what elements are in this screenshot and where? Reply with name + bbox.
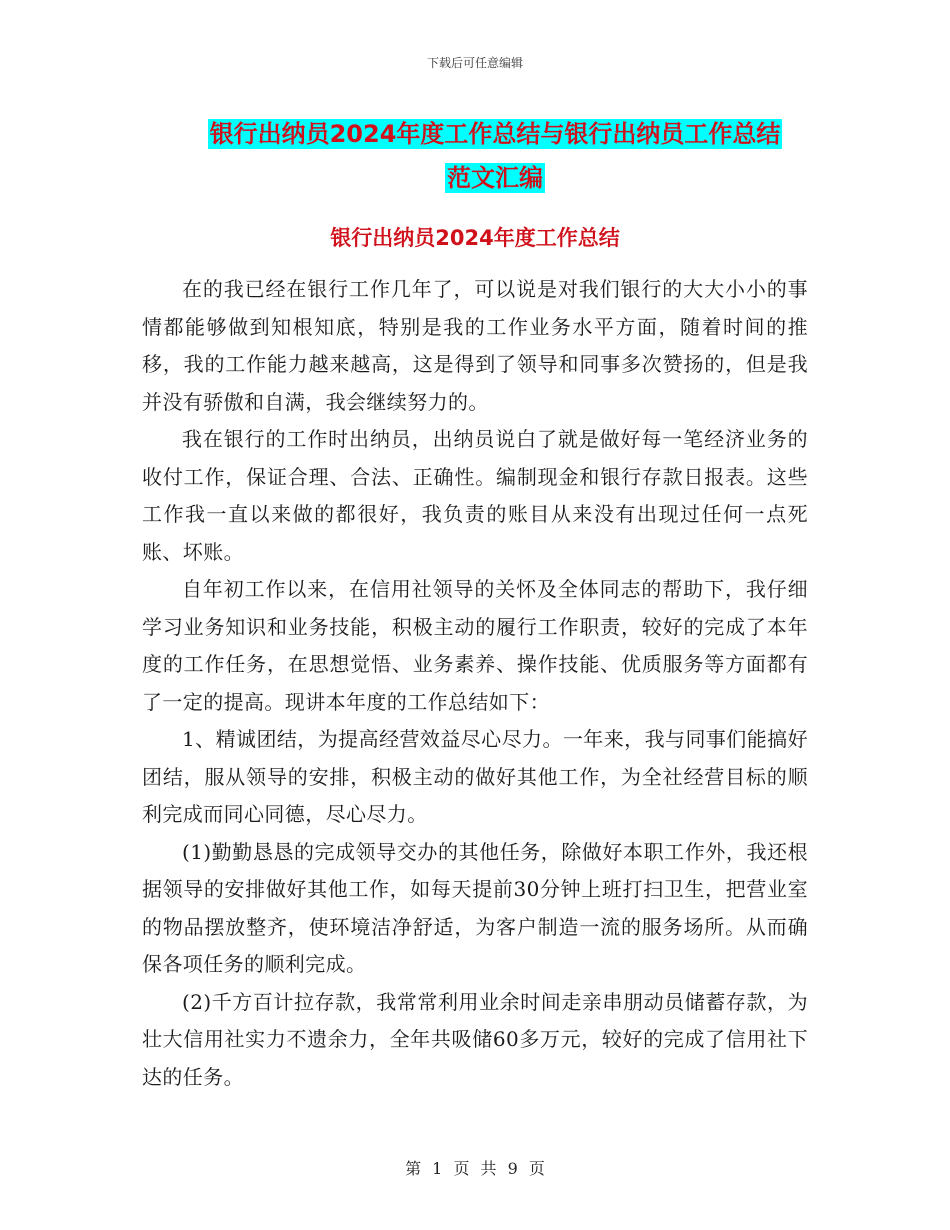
- document-body: [142, 271, 808, 1096]
- paragraph-2: 我在银行的工作时出纳员，出纳员说白了就是做好每一笔经济业务的收付工作，保证合理、合法、正确性。编制现金和银行存款日报表。这些工作我一直以来做的都很好，我负责的账目从来没有出现过任何一点死账、坏账。: [142, 427, 808, 564]
- paragraph-4: 1、精诚团结，为提高经营效益尽心尽力。一年来，我与同事们能搞好团结，服从领导的安排，积极主动的做好其他工作，为全社经营目标的顺利完成而同心同德，尽心尽力。: [142, 727, 808, 826]
- page-footer: 第 1 页 共 9 页: [405, 1159, 545, 1178]
- paragraph-6: (2)千方百计拉存款，我常常利用业余时间走亲串朋动员储蓄存款，为壮大信用社实力不遗余力，全年共吸储60多万元，较好的完成了信用社下达的任务。: [142, 989, 808, 1089]
- title-line-1: 银行出纳员2024年度工作总结与银行出纳员工作总结: [209, 120, 781, 148]
- document-title: [140, 112, 850, 200]
- paragraph-5: (1)勤勤恳恳的完成领导交办的其他任务，除做好本职工作外，我还根据领导的安排做好其他工作，如每天提前30分钟上班打扫卫生，把营业室的物品摆放整齐，使环境洁净舒适，为客户制造一流的服务场所。从而确保各项任务的顺利完成。: [142, 839, 808, 976]
- section-title: 银行出纳员2024年度工作总结: [330, 226, 620, 250]
- title-line-2: 范文汇编: [447, 164, 543, 192]
- paragraph-1: 在的我已经在银行工作几年了，可以说是对我们银行的大大小小的事情都能够做到知根知底，特别是我的工作业务水平方面，随着时间的推移，我的工作能力越来越高，这是得到了领导和同事多次赞扬的，但是我并没有骄傲和自满，我会继续努力的。: [142, 277, 808, 414]
- header-note: 下载后可任意编辑: [426, 56, 523, 70]
- paragraph-3: 自年初工作以来，在信用社领导的关怀及全体同志的帮助下，我仔细学习业务知识和业务技能，积极主动的履行工作职责，较好的完成了本年度的工作任务，在思想觉悟、业务素养、操作技能、优质服务等方面都有了一定的提高。现讲本年度的工作总结如下：: [142, 577, 808, 714]
